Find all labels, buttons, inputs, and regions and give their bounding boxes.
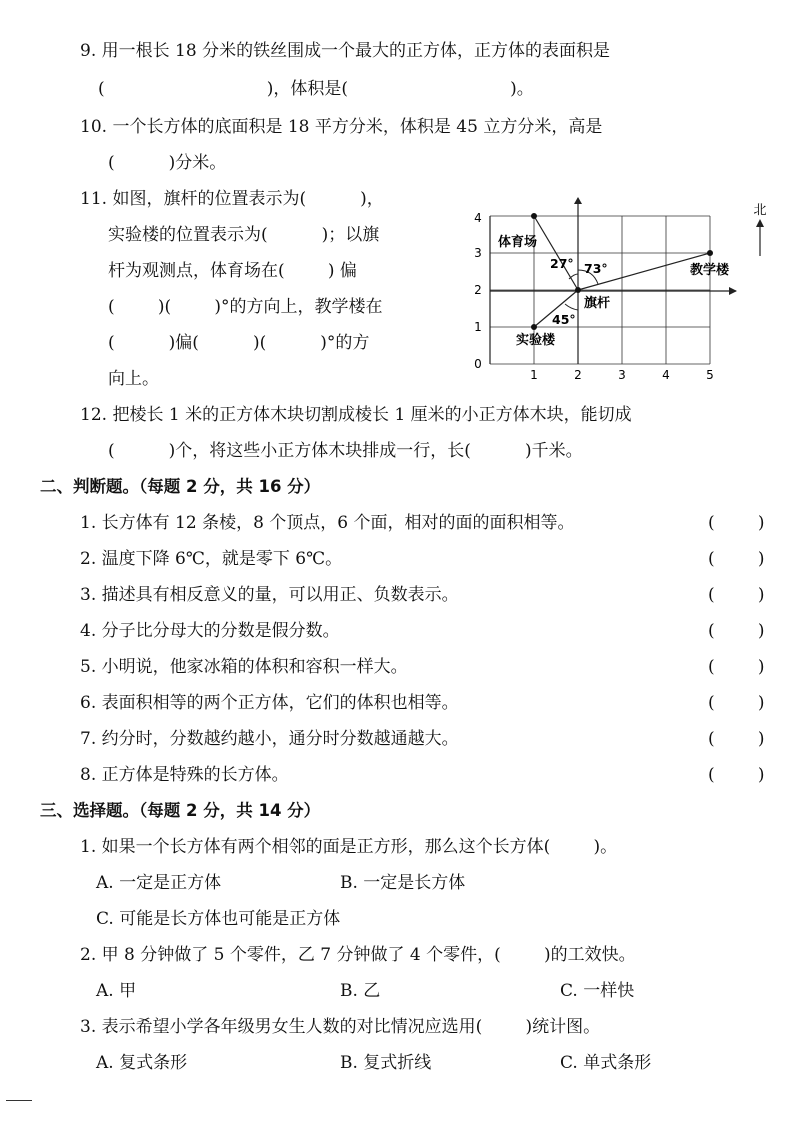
q9-answer-line[interactable]: ( )，体积是( )。 [98, 79, 534, 99]
choice-q1-stem[interactable]: 1. 如果一个长方体有两个相邻的面是正方形，那么这个长方体( )。 [80, 837, 618, 857]
judge-item-1: 1. 长方体有 12 条棱，8 个顶点，6 个面，相对的面的面积相等。 [80, 513, 575, 533]
judge-answer-6[interactable]: ( ) [708, 693, 765, 713]
q12-line1: 12. 把棱长 1 米的正方体木块切割成棱长 1 厘米的小正方体木块，能切成 [80, 405, 632, 425]
choice-q1-option-c[interactable]: C. 可能是长方体也可能是正方体 [96, 909, 341, 929]
choice-q2-option-a[interactable]: A. 甲 [96, 981, 137, 1001]
north-arrow-head-icon [756, 219, 764, 227]
north-indicator [753, 203, 766, 256]
judge-item-2: 2. 温度下降 6℃，就是零下 6℃。 [80, 549, 343, 569]
q11-line1[interactable]: 11. 如图，旗杆的位置表示为( )， [80, 189, 384, 209]
judge-answer-2[interactable]: ( ) [708, 549, 765, 569]
q11-line2[interactable]: 实验楼的位置表示为( )；以旗 [108, 225, 380, 245]
q11-line4[interactable]: ( )( )°的方向上，教学楼在 [108, 297, 383, 317]
judge-item-6: 6. 表面积相等的两个正方体，它们的体积也相等。 [80, 693, 459, 713]
point-flagpole [575, 287, 581, 293]
label-lab: 实验楼 [516, 333, 556, 348]
position-grid-diagram [468, 196, 778, 391]
choice-q3-option-a[interactable]: A. 复式条形 [96, 1053, 188, 1073]
point-stadium [531, 213, 537, 219]
judge-answer-5[interactable]: ( ) [708, 657, 765, 677]
choice-q3-option-c[interactable]: C. 单式条形 [560, 1053, 652, 1073]
choice-q1-option-b[interactable]: B. 一定是长方体 [340, 873, 466, 893]
judge-answer-8[interactable]: ( ) [708, 765, 765, 785]
point-teaching [707, 250, 713, 256]
judge-answer-4[interactable]: ( ) [708, 621, 765, 641]
q10-line1: 10. 一个长方体的底面积是 18 平方分米，体积是 45 立方分米，高是 [80, 117, 603, 137]
origin-label: 0 [474, 357, 482, 371]
label-teaching: 教学楼 [690, 263, 730, 278]
q11-line5[interactable]: ( )偏( )( )°的方 [108, 333, 370, 353]
judge-item-5: 5. 小明说，他家冰箱的体积和容积一样大。 [80, 657, 408, 677]
east-axis-arrow [729, 287, 737, 295]
angle-label-73: 73° [584, 261, 608, 276]
choice-q3-stem[interactable]: 3. 表示希望小学各年级男女生人数的对比情况应选用( )统计图。 [80, 1017, 601, 1037]
choice-q2-option-c[interactable]: C. 一样快 [560, 981, 635, 1001]
x-tick-4: 4 [662, 368, 670, 382]
label-flagpole: 旗杆 [584, 296, 611, 311]
angle-label-27: 27° [550, 256, 574, 271]
judge-item-7: 7. 约分时，分数越约越小，通分时分数越通越大。 [80, 729, 459, 749]
q10-answer-line[interactable]: ( )分米。 [108, 153, 227, 173]
y-tick-4: 4 [474, 211, 482, 225]
x-tick-3: 3 [618, 368, 626, 382]
label-stadium: 体育场 [498, 235, 538, 250]
q12-answer-line[interactable]: ( )个，将这些小正方体木块排成一行，长( )千米。 [108, 441, 583, 461]
x-tick-5: 5 [706, 368, 714, 382]
page-corner-mark [6, 1100, 32, 1101]
section2-title: 二、判断题。（每题 2 分，共 16 分） [40, 477, 321, 496]
choice-q2-option-b[interactable]: B. 乙 [340, 981, 381, 1001]
q9-line1: 9. 用一根长 18 分米的铁丝围成一个最大的正方体，正方体的表面积是 [80, 41, 611, 61]
point-lab [531, 324, 537, 330]
choice-q2-stem[interactable]: 2. 甲 8 分钟做了 5 个零件，乙 7 分钟做了 4 个零件，( )的工效快。 [80, 945, 636, 965]
angle-arc-45 [565, 304, 578, 310]
y-tick-2: 2 [474, 283, 482, 297]
section3-title: 三、选择题。（每题 2 分，共 14 分） [40, 801, 321, 820]
judge-answer-1[interactable]: ( ) [708, 513, 765, 533]
judge-answer-7[interactable]: ( ) [708, 729, 765, 749]
north-axis-arrow [574, 197, 582, 204]
x-tick-1: 1 [530, 368, 538, 382]
judge-answer-3[interactable]: ( ) [708, 585, 765, 605]
y-tick-1: 1 [474, 320, 482, 334]
judge-item-8: 8. 正方体是特殊的长方体。 [80, 765, 289, 785]
north-label: 北 [753, 203, 767, 218]
angle-label-45: 45° [552, 312, 576, 327]
y-tick-3: 3 [474, 246, 482, 260]
q11-line3[interactable]: 杆为观测点，体育场在( ) 偏 [108, 261, 357, 281]
choice-q3-option-b[interactable]: B. 复式折线 [340, 1053, 432, 1073]
q11-line6: 向上。 [108, 369, 159, 389]
judge-item-3: 3. 描述具有相反意义的量，可以用正、负数表示。 [80, 585, 459, 605]
x-tick-2: 2 [574, 368, 582, 382]
judge-item-4: 4. 分子比分母大的分数是假分数。 [80, 621, 340, 641]
choice-q1-option-a[interactable]: A. 一定是正方体 [96, 873, 222, 893]
